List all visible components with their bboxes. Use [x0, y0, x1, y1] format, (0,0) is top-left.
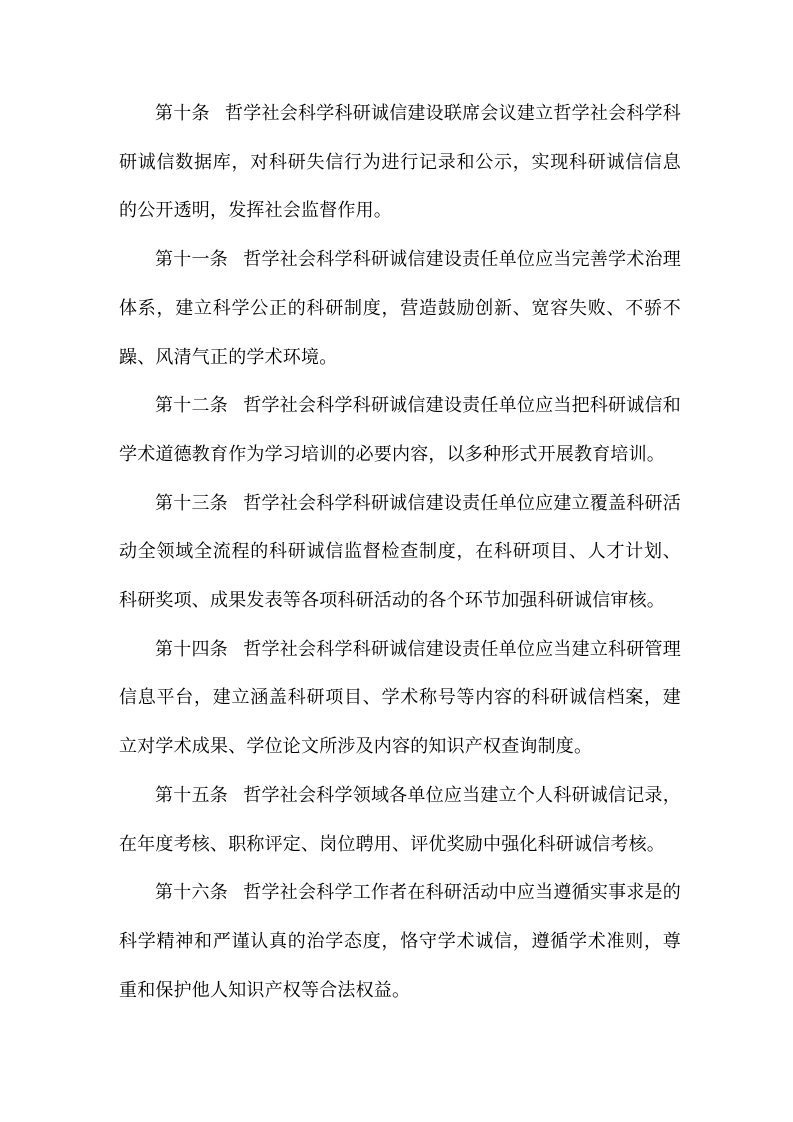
- article-12-text: 哲学社会科学科研诚信建设责任单位应当把科研诚信和学术道德教育作为学习培训的必要内容，以多种形式开展教育培训。: [119, 395, 681, 465]
- paragraph-article-16: [119, 869, 681, 1015]
- article-16-text: 哲学社会科学工作者在科研活动中应当遵循实事求是的科学精神和严谨认真的治学态度，恪守学术诚信，遵循学术准则，尊重和保护他人知识产权等合法权益。: [119, 882, 681, 1001]
- article-10-text: 哲学社会科学科研诚信建设联席会议建立哲学社会科学科研诚信数据库，对科研失信行为进行记录和公示，实现科研诚信信息的公开透明，发挥社会监督作用。: [119, 103, 682, 222]
- article-13-label: 第十三条: [155, 492, 228, 514]
- article-11-label: 第十一条: [155, 249, 228, 271]
- article-10-label: 第十条: [155, 103, 210, 124]
- article-14-label: 第十四条: [155, 638, 228, 660]
- article-15-label: 第十五条: [155, 784, 228, 806]
- article-15-text: 哲学社会科学领域各单位应当建立个人科研诚信记录，在年度考核、职称评定、岗位聘用、评优奖励中强化科研诚信考核。: [119, 784, 681, 855]
- article-14-text: 哲学社会科学科研诚信建设责任单位应当建立科研管理信息平台，建立涵盖科研项目、学术称号等内容的科研诚信档案，建立对学术成果、学位论文所涉及内容的知识产权查询制度。: [119, 638, 681, 758]
- paragraph-article-12: [119, 382, 681, 479]
- paragraph-article-11: [119, 236, 681, 382]
- article-13-text: 哲学社会科学科研诚信建设责任单位应建立覆盖科研活动全领域全流程的科研诚信监督检查制度，在科研项目、人才计划、科研奖项、成果发表等各项科研活动的各个环节加强科研诚信审核。: [119, 492, 681, 612]
- article-16-label: 第十六条: [155, 882, 228, 904]
- article-11-text: 哲学社会科学科研诚信建设责任单位应当完善学术治理体系，建立科学公正的科研制度，营造鼓励创新、宽容失败、不骄不躁、风清气正的学术环境。: [119, 249, 681, 368]
- paragraph-article-15: [119, 772, 681, 869]
- paragraph-article-14: [119, 626, 681, 772]
- paragraph-article-10: [119, 90, 681, 236]
- paragraph-article-13: [119, 480, 681, 626]
- article-12-label: 第十二条: [155, 395, 228, 417]
